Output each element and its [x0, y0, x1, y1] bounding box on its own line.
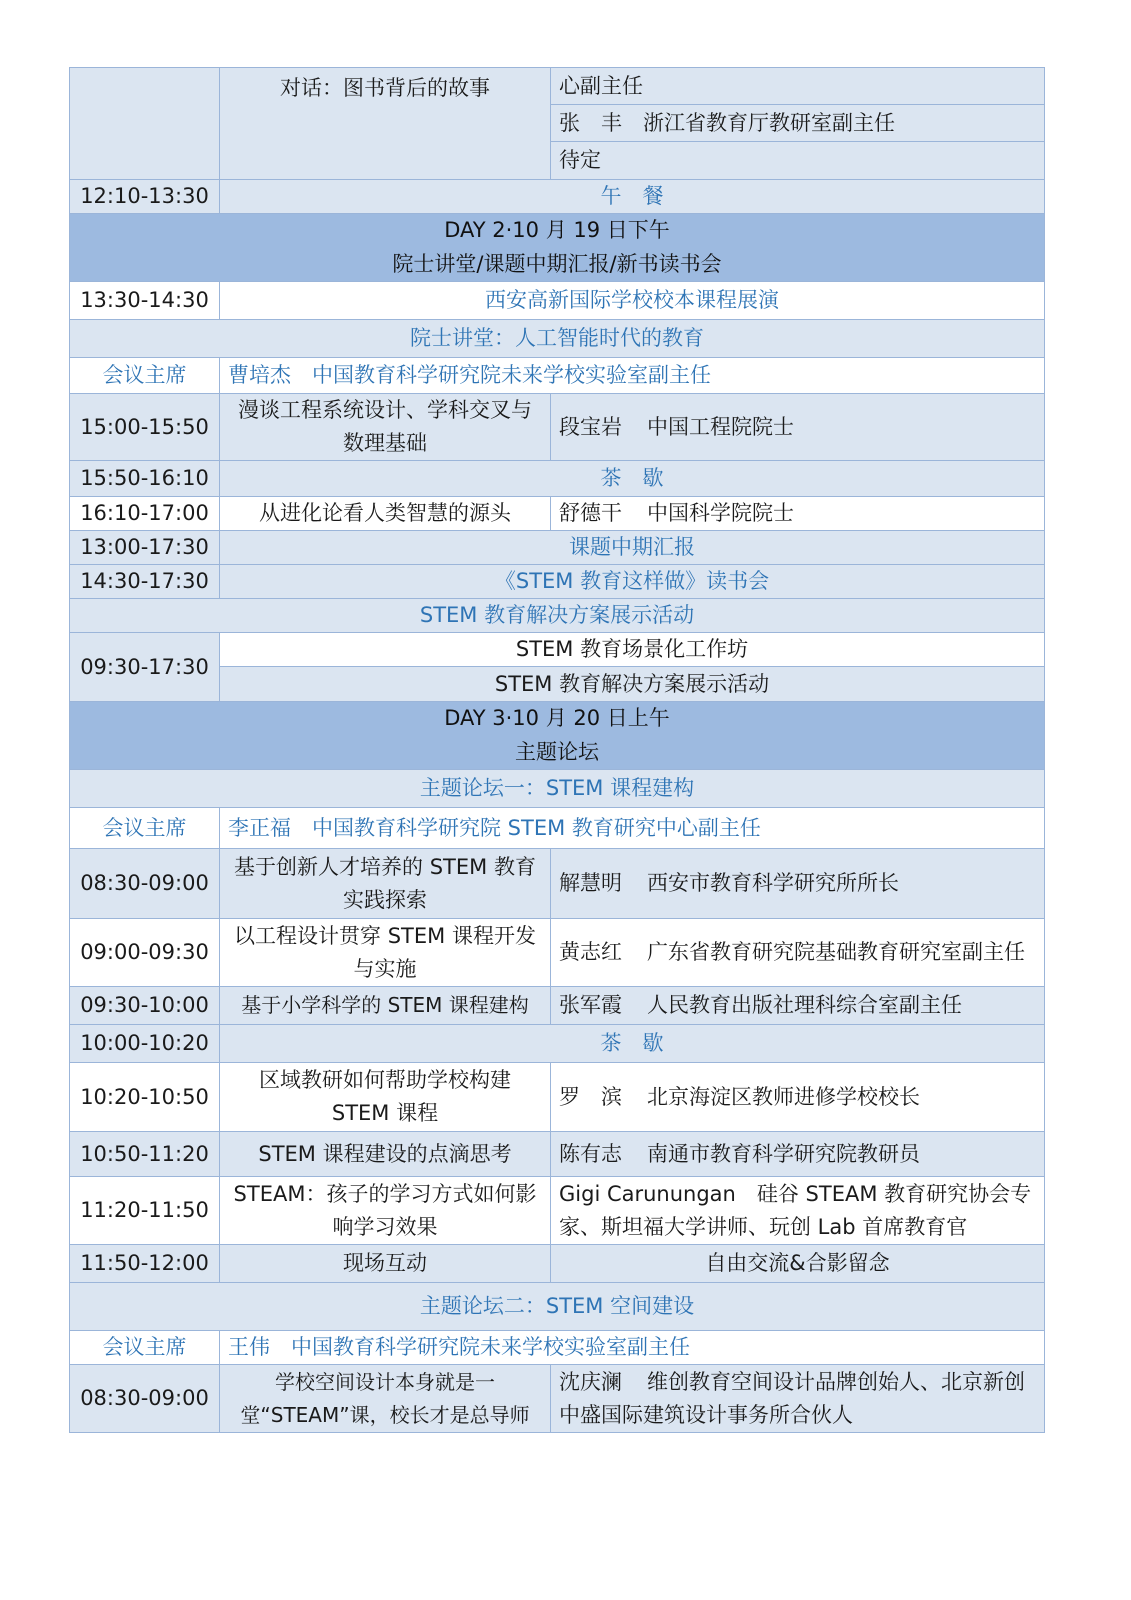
chair-name: 王伟 — [228, 1335, 270, 1359]
time-cell: 12:10-13:30 — [70, 180, 220, 214]
chair-row — [70, 358, 1045, 394]
time-cell: 10:00-10:20 — [70, 1025, 220, 1063]
speaker-title: 南通市教育科学研究院教研员 — [647, 1141, 920, 1166]
talk-cell: 区域教研如何帮助学校构建 STEM 课程 — [220, 1063, 551, 1132]
chair-name: 曹培杰 — [228, 363, 291, 387]
section-row — [70, 1283, 1045, 1331]
table-row — [70, 1063, 1045, 1132]
table-row — [70, 531, 1045, 565]
speaker-cell: 待定 — [551, 142, 1045, 180]
section-title: 主题论坛一：STEM 课程建构 — [70, 770, 1045, 808]
speaker-title: 中国工程院院士 — [647, 414, 794, 439]
talk-cell: 对话：图书背后的故事 — [220, 68, 551, 180]
speaker-name: 解慧明 — [559, 871, 622, 895]
speaker-name: 沈庆澜 — [559, 1369, 622, 1394]
table-row — [70, 1365, 1045, 1433]
time-cell: 15:00-15:50 — [70, 394, 220, 461]
time-cell: 13:00-17:30 — [70, 531, 220, 565]
speaker-cell — [551, 1132, 1045, 1177]
table-row — [70, 461, 1045, 497]
speaker-name: 舒德干 — [559, 501, 622, 525]
section-row — [70, 770, 1045, 808]
speaker-cell — [551, 1177, 1045, 1245]
break-label: 午 餐 — [220, 180, 1045, 214]
chair-label: 会议主席 — [70, 358, 220, 394]
schedule-table — [69, 67, 1045, 1433]
session-label: 西安高新国际学校校本课程展演 — [220, 282, 1045, 320]
chair-title: 中国教育科学研究院未来学校实验室副主任 — [291, 1335, 690, 1359]
table-row — [70, 1132, 1045, 1177]
table-row — [70, 919, 1045, 987]
session-label: 《STEM 教育这样做》读书会 — [220, 565, 1045, 599]
table-row — [70, 987, 1045, 1025]
chair-name: 李正福 — [228, 815, 291, 840]
talk-cell: 从进化论看人类智慧的源头 — [220, 497, 551, 531]
speaker-name: 黄志红 — [559, 940, 622, 964]
speaker-name: 张军霞 — [559, 993, 622, 1017]
talk-cell: STEM 课程建设的点滴思考 — [220, 1132, 551, 1177]
section-title: STEM 教育解决方案展示活动 — [70, 599, 1045, 633]
speaker-title: 中国科学院院士 — [647, 501, 794, 525]
talk-cell: 学校空间设计本身就是一堂“STEAM”课，校长才是总导师 — [220, 1365, 551, 1433]
time-cell: 10:50-11:20 — [70, 1132, 220, 1177]
table-row — [70, 633, 1045, 667]
chair-title: 中国教育科学研究院 STEM 教育研究中心副主任 — [312, 815, 761, 840]
speaker-title: 广东省教育研究院基础教育研究室副主任 — [647, 940, 1025, 964]
day-header-row — [70, 248, 1045, 282]
day-subtitle: 院士讲堂/课题中期汇报/新书读书会 — [70, 248, 1045, 282]
session-label: STEM 教育解决方案展示活动 — [220, 667, 1045, 702]
table-row — [70, 1245, 1045, 1283]
time-cell: 08:30-09:00 — [70, 1365, 220, 1433]
speaker-cell — [551, 394, 1045, 461]
time-cell: 14:30-17:30 — [70, 565, 220, 599]
time-cell: 09:00-09:30 — [70, 919, 220, 987]
talk-cell: STEAM：孩子的学习方式如何影响学习效果 — [220, 1177, 551, 1245]
day-subtitle: 主题论坛 — [70, 736, 1045, 770]
break-label: 茶 歇 — [220, 461, 1045, 497]
speaker-cell — [551, 497, 1045, 531]
speaker-cell — [551, 1365, 1045, 1433]
speaker-title: 人民教育出版社理科综合室副主任 — [647, 993, 962, 1017]
talk-cell: 现场互动 — [220, 1245, 551, 1283]
day-title: DAY 2·10 月 19 日下午 — [70, 214, 1045, 248]
section-title: 主题论坛二：STEM 空间建设 — [70, 1283, 1045, 1331]
table-row — [70, 849, 1045, 919]
time-cell — [70, 68, 220, 180]
session-label: 课题中期汇报 — [220, 531, 1045, 565]
time-cell: 10:20-10:50 — [70, 1063, 220, 1132]
chair-row — [70, 1331, 1045, 1365]
time-cell: 09:30-10:00 — [70, 987, 220, 1025]
time-cell: 09:30-17:30 — [70, 633, 220, 702]
speaker-cell — [551, 1063, 1045, 1132]
speaker-title: 北京海淀区教师进修学校校长 — [647, 1084, 920, 1109]
day-header-row — [70, 736, 1045, 770]
table-row — [70, 1025, 1045, 1063]
table-row — [70, 68, 1045, 105]
time-cell: 13:30-14:30 — [70, 282, 220, 320]
speaker-cell — [551, 987, 1045, 1025]
table-row — [70, 497, 1045, 531]
speaker-title: 西安市教育科学研究所所长 — [647, 871, 899, 895]
session-label: STEM 教育场景化工作坊 — [220, 633, 1045, 667]
speaker-cell — [551, 849, 1045, 919]
chair-title: 中国教育科学研究院未来学校实验室副主任 — [312, 363, 711, 387]
speaker-name: 段宝岩 — [559, 414, 622, 439]
chair-info — [220, 808, 1045, 849]
talk-cell: 基于创新人才培养的 STEM 教育实践探索 — [220, 849, 551, 919]
time-cell: 11:50-12:00 — [70, 1245, 220, 1283]
talk-cell: 漫谈工程系统设计、学科交叉与数理基础 — [220, 394, 551, 461]
table-row — [70, 394, 1045, 461]
time-cell: 11:20-11:50 — [70, 1177, 220, 1245]
time-cell: 15:50-16:10 — [70, 461, 220, 497]
chair-info — [220, 1331, 1045, 1365]
speaker-cell — [551, 919, 1045, 987]
talk-cell: 以工程设计贯穿 STEM 课程开发与实施 — [220, 919, 551, 987]
speaker-name: 罗 滨 — [559, 1084, 622, 1109]
chair-row — [70, 808, 1045, 849]
speaker-title: 硅谷 STEAM 教育研究协会专家、斯坦福大学讲师、玩创 Lab 首席教育官 — [559, 1181, 1032, 1239]
speaker-name: Gigi Carunungan — [559, 1181, 736, 1206]
speaker-name: 陈有志 — [559, 1141, 622, 1166]
chair-label: 会议主席 — [70, 1331, 220, 1365]
table-row — [70, 282, 1045, 320]
chair-info — [220, 358, 1045, 394]
time-cell: 08:30-09:00 — [70, 849, 220, 919]
chair-label: 会议主席 — [70, 808, 220, 849]
table-row — [70, 565, 1045, 599]
break-label: 茶 歇 — [220, 1025, 1045, 1063]
speaker-title: 维创教育空间设计品牌创始人、北京新创中盛国际建筑设计事务所合伙人 — [559, 1369, 1025, 1427]
day-header-row — [70, 214, 1045, 248]
time-cell: 16:10-17:00 — [70, 497, 220, 531]
table-row — [70, 1177, 1045, 1245]
section-row — [70, 320, 1045, 358]
section-row — [70, 599, 1045, 633]
speaker-cell: 张 丰 浙江省教育厅教研室副主任 — [551, 105, 1045, 142]
talk-cell: 基于小学科学的 STEM 课程建构 — [220, 987, 551, 1025]
section-title: 院士讲堂：人工智能时代的教育 — [70, 320, 1045, 358]
day-header-row — [70, 702, 1045, 736]
speaker-cell: 心副主任 — [551, 68, 1045, 105]
day-title: DAY 3·10 月 20 日上午 — [70, 702, 1045, 736]
table-row — [70, 180, 1045, 214]
note-cell: 自由交流&合影留念 — [551, 1245, 1045, 1283]
